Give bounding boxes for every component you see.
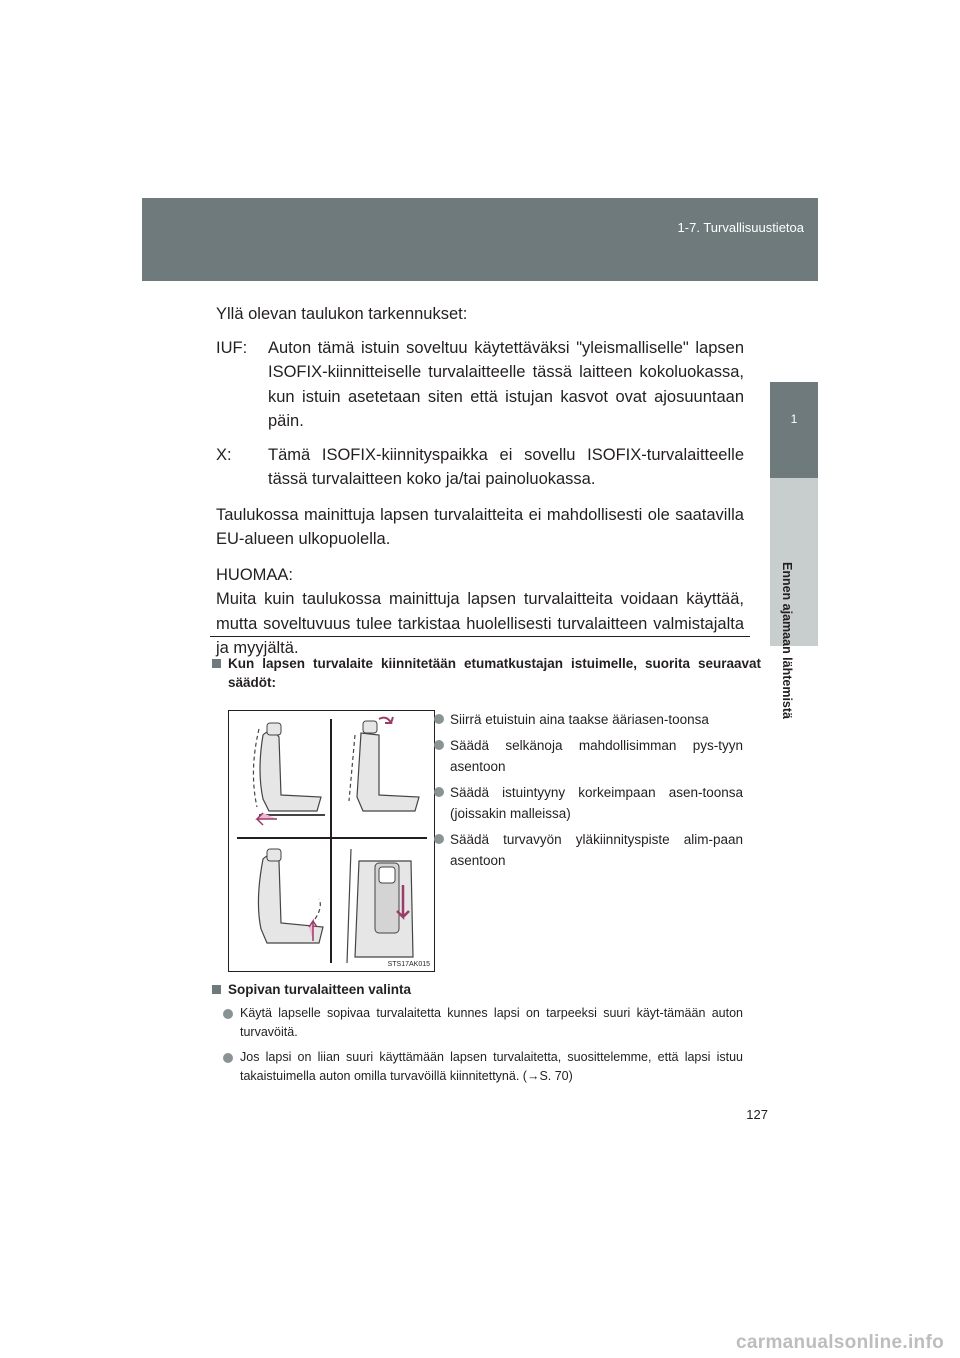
availability-note: Taulukossa mainittuja lapsen turvalaitteita ei mahdollisesti ole saatavilla EU-alueen ulkopuolella. <box>216 505 744 548</box>
seat-adjustment-illustration <box>228 710 435 972</box>
list-item: Käytä lapselle sopivaa turvalaitetta kunnes lapsi on tarpeeksi suuri käyt-tämään auton turvavöitä. <box>223 1004 743 1042</box>
definition-x <box>216 443 744 492</box>
chapter-tab <box>770 382 818 478</box>
selection-heading: Sopivan turvalaitteen valinta <box>212 980 761 999</box>
chapter-number: 1 <box>790 412 798 426</box>
list-item: Säädä turvavyön yläkiinnityspiste alim-paan asentoon <box>434 829 743 871</box>
square-bullet-icon <box>212 659 221 668</box>
section-header-bar <box>142 198 818 281</box>
seat-illustration-svg <box>229 711 434 971</box>
note-label: HUOMAA: <box>216 565 294 584</box>
bullet-dot-icon <box>223 1009 233 1019</box>
intro-lead: Yllä olevan taulukon tarkennukset: <box>216 305 468 323</box>
belt-anchor-icon <box>347 849 413 963</box>
seat-slide-icon <box>253 723 325 825</box>
intro-content <box>216 302 744 661</box>
definition-iuf <box>216 336 744 434</box>
definition-term: IUF: <box>216 338 248 357</box>
definition-text: Auton tämä istuin soveltuu käytettäväksi "yleismalliselle" lapsen ISOFIX-kiinnitteiselle turvalaitteelle tässä laitteen kokoluokassa, kun istuin asetetaan siten että istujan kasvot ovat ajosuuntaan päin. <box>268 338 744 430</box>
section-title: 1-7. Turvallisuustietoa <box>677 220 804 235</box>
bullet-dot-icon <box>434 834 444 844</box>
chapter-label: Ennen ajamaan lähtemistä <box>780 562 794 720</box>
list-item: Jos lapsi on liian suuri käyttämään lapsen turvalaitetta, suosittelemme, että lapsi istuu takaistuimella auton omilla turvavöillä kiinnitettynä. (→S. 70) <box>223 1048 743 1086</box>
list-item: Siirrä etuistuin aina taakse ääriasen-toonsa <box>434 709 743 730</box>
bullet-dot-icon <box>223 1053 233 1063</box>
front-seat-heading: Kun lapsen turvalaite kiinnitetään etumatkustajan istuimelle, suorita seuraavat säädöt: <box>212 654 761 692</box>
backrest-upright-icon <box>349 717 419 811</box>
front-seat-bullet-list <box>434 709 743 876</box>
cushion-height-icon <box>258 849 323 943</box>
bullet-dot-icon <box>434 787 444 797</box>
bullet-dot-icon <box>434 740 444 750</box>
watermark: carmanualsonline.info <box>736 1332 944 1353</box>
chapter-tab-label-area <box>770 478 818 720</box>
list-item: Säädä selkänoja mahdollisimman pys-tyyn asentoon <box>434 735 743 777</box>
note-text: Muita kuin taulukossa mainittuja lapsen turvalaitteita voidaan käyttää, mutta soveltuvuus tulee tarkistaa huolellisesti turvalaitteen valmistajalta ja myyjältä. <box>216 590 744 657</box>
square-bullet-icon <box>212 985 221 994</box>
selection-bullet-list <box>223 1004 743 1092</box>
definition-text: Tämä ISOFIX-kiinnityspaikka ei sovellu ISOFIX-turvalaitteelle tässä turvalaitteen koko ja/tai painoluokassa. <box>268 445 744 488</box>
illustration-code: STS17AK015 <box>387 961 430 968</box>
definition-term: X: <box>216 445 232 464</box>
list-item: Säädä istuintyyny korkeimpaan asen-toonsa (joissakin malleissa) <box>434 782 743 824</box>
divider <box>210 636 750 637</box>
bullet-dot-icon <box>434 714 444 724</box>
page-number: 127 <box>746 1107 768 1122</box>
